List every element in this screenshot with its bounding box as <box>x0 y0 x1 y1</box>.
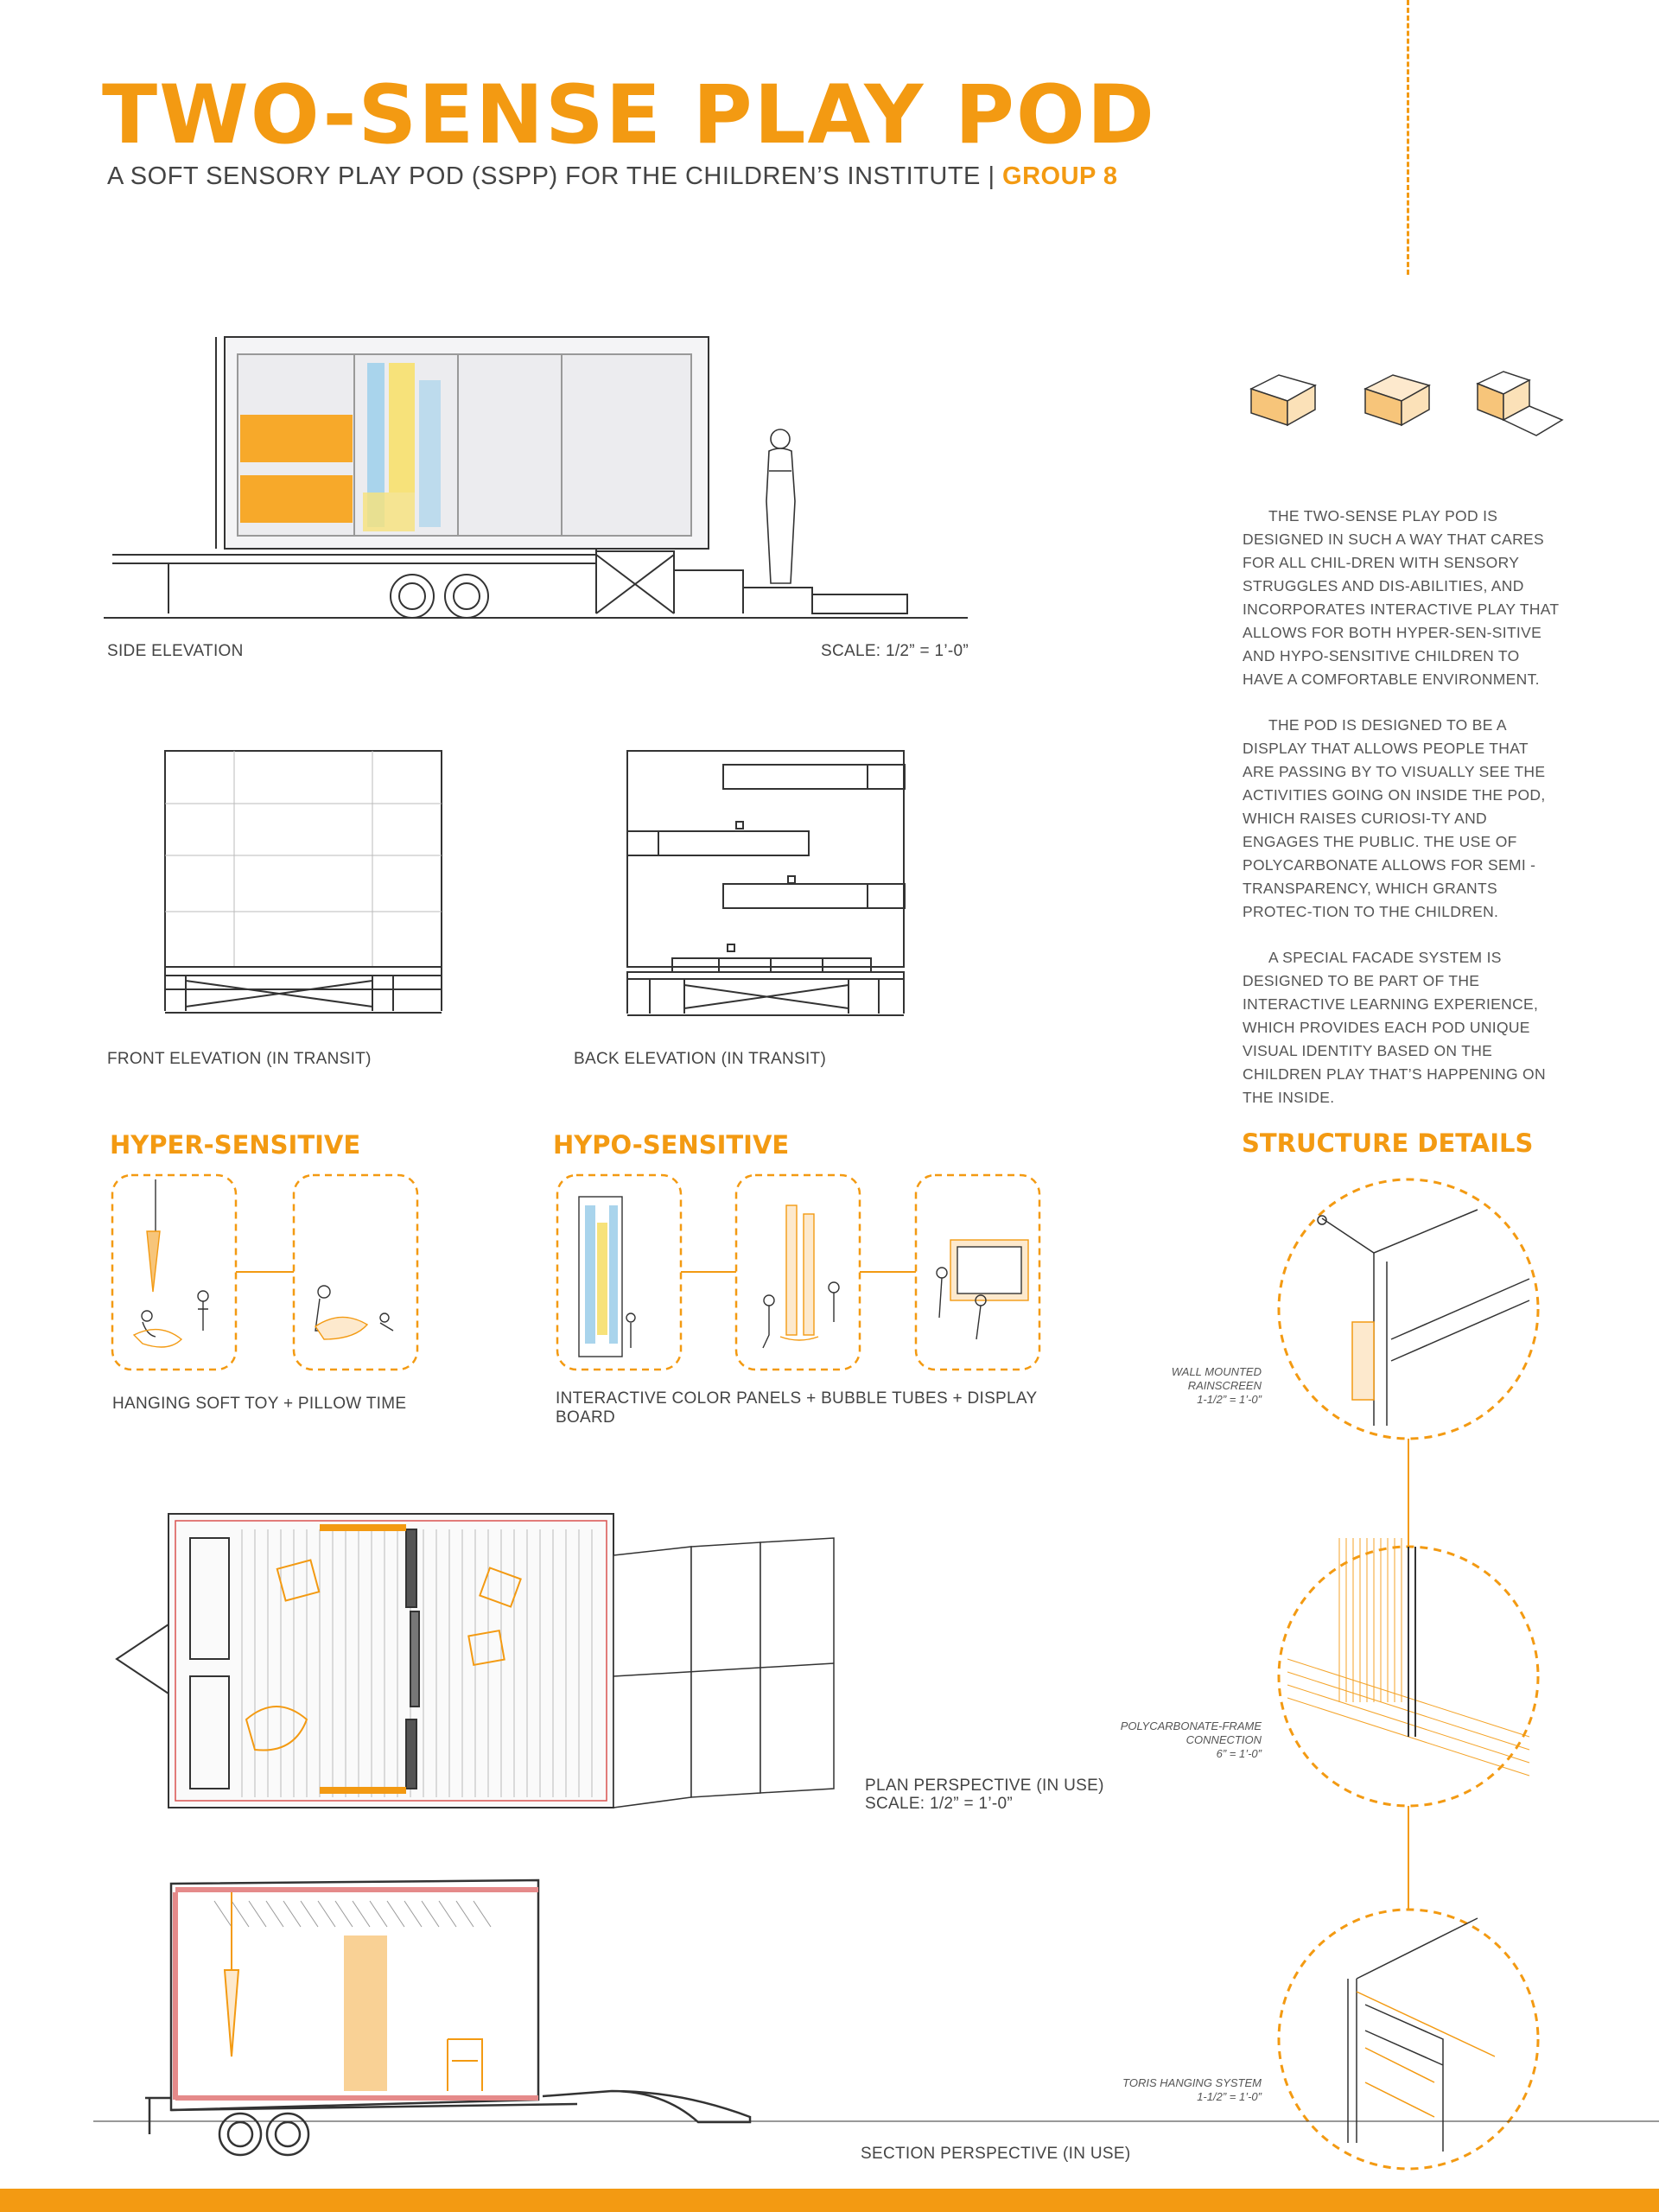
orange-panel-bottom <box>240 475 353 523</box>
orange-panel-top <box>240 415 353 462</box>
plan-perspective-scale: SCALE: 1/2” = 1’-0” <box>865 1795 1013 1813</box>
back-elevation-label: BACK ELEVATION (IN TRANSIT) <box>574 1050 827 1068</box>
front-elevation-label: FRONT ELEVATION (IN TRANSIT) <box>107 1050 372 1068</box>
plan-orange-strip-top <box>320 1524 406 1531</box>
back-elevation-drawing <box>624 747 918 1058</box>
group-label: GROUP 8 <box>1002 162 1118 190</box>
description-paragraph-3: A SPECIAL FACADE SYSTEM IS DESIGNED TO BE PART OF THE INTERACTIVE LEARNING EXPERIENCE, WHICH PROVIDES EACH POD UNIQUE VISUAL IDENTITY BASED ON THE CHILDREN PLAY THAT’S HAPPENING ON THE INSIDE. <box>1243 949 1546 1106</box>
description-paragraph-2: THE POD IS DESIGNED TO BE A DISPLAY THAT ALLOWS PEOPLE THAT ARE PASSING BY TO VISUALLY SEE THE ACTIVITIES GOING ON INSIDE THE POD, WHICH RAISES CURIOSI-TY AND ENGAGES THE PUBLIC. THE USE OF POLYCARBONATE ALLOWS FOR SEMI - TRANSPARENCY, WHICH GRANTS PROTEC-TION TO THE CHILDREN. <box>1243 716 1546 920</box>
section-wall-red-left <box>173 1892 178 2100</box>
detail-rainscreen-line-1: WALL MOUNTED <box>1171 1365 1262 1378</box>
page-subtitle <box>107 162 1118 191</box>
human-figure <box>766 429 795 583</box>
page-title: TWO-SENSE PLAY POD <box>102 68 1156 162</box>
detail-rainscreen-line-2: RAINSCREEN <box>1187 1379 1262 1392</box>
pod-box-icons <box>1244 363 1573 449</box>
subtitle-text: A SOFT SENSORY PLAY POD (SSPP) FOR THE CHILDREN’S INSTITUTE | <box>107 162 1003 190</box>
color-panel-yellow <box>389 363 415 493</box>
side-elevation-scale: SCALE: 1/2” = 1’-0” <box>821 642 969 660</box>
section-roof-red <box>175 1887 538 1892</box>
bottom-accent-bar <box>0 2189 1659 2212</box>
hypo-caption-line-1: INTERACTIVE COLOR PANELS + BUBBLE TUBES + DISPLAY <box>556 1389 1038 1408</box>
structure-details-title: STRUCTURE DETAILS <box>1242 1128 1534 1158</box>
front-elevation-drawing <box>160 747 454 1058</box>
detail-polycarbonate-line-1: POLYCARBONATE-FRAME <box>1120 1719 1262 1732</box>
vignette-pillow-time <box>294 1175 417 1370</box>
section-perspective-drawing <box>93 1875 1659 2173</box>
top-dashed-line <box>1407 0 1409 275</box>
detail-polycarbonate-line-2: CONNECTION <box>1185 1733 1262 1746</box>
side-elevation-drawing <box>104 328 968 631</box>
sensory-vignettes <box>108 1171 1067 1378</box>
description-paragraph-1: THE TWO-SENSE PLAY POD IS DESIGNED IN SUCH A WAY THAT CARES FOR ALL CHIL-DREN WITH SENSORY STRUGGLES AND DIS-ABILITIES, AND INCORPORATES INTERACTIVE PLAY THAT ALLOWS FOR BOTH HYPER-SEN-SITIVE AND HYPO-SENSITIVE CHILDREN TO HAVE A COMFORTABLE ENVIRONMENT. <box>1243 507 1560 688</box>
hypo-caption-line-2: BOARD <box>556 1408 616 1427</box>
detail-toris-scale: 1-1/2” = 1’-0” <box>1197 2090 1262 2103</box>
detail-label-polycarbonate <box>1089 1719 1262 1761</box>
side-elevation-label: SIDE ELEVATION <box>107 642 244 660</box>
detail-label-rainscreen <box>1089 1365 1262 1407</box>
vignette-color-panels <box>557 1175 681 1370</box>
section-floor-red <box>175 2095 538 2101</box>
detail-polycarbonate-scale: 6” = 1’-0” <box>1216 1747 1262 1760</box>
section-panel-orange <box>344 1936 387 2091</box>
detail-rainscreen-scale: 1-1/2” = 1’-0” <box>1197 1393 1262 1406</box>
hyper-caption: HANGING SOFT TOY + PILLOW TIME <box>112 1395 407 1413</box>
description-text <box>1243 505 1562 1132</box>
vignette-hanging-toy <box>112 1175 236 1370</box>
detail-toris-line-1: TORIS HANGING SYSTEM <box>1122 2076 1262 2089</box>
section-perspective-label: SECTION PERSPECTIVE (IN USE) <box>861 2145 1131 2163</box>
plan-perspective-drawing <box>104 1503 864 1832</box>
plan-orange-strip-bottom <box>320 1787 406 1794</box>
color-panel-yellow-2 <box>363 493 415 531</box>
color-panel-blue-2 <box>419 380 441 527</box>
hyper-sensitive-title: HYPER-SENSITIVE <box>110 1130 361 1160</box>
hypo-sensitive-title: HYPO-SENSITIVE <box>553 1130 790 1160</box>
plan-perspective-label: PLAN PERSPECTIVE (IN USE) <box>865 1777 1104 1795</box>
